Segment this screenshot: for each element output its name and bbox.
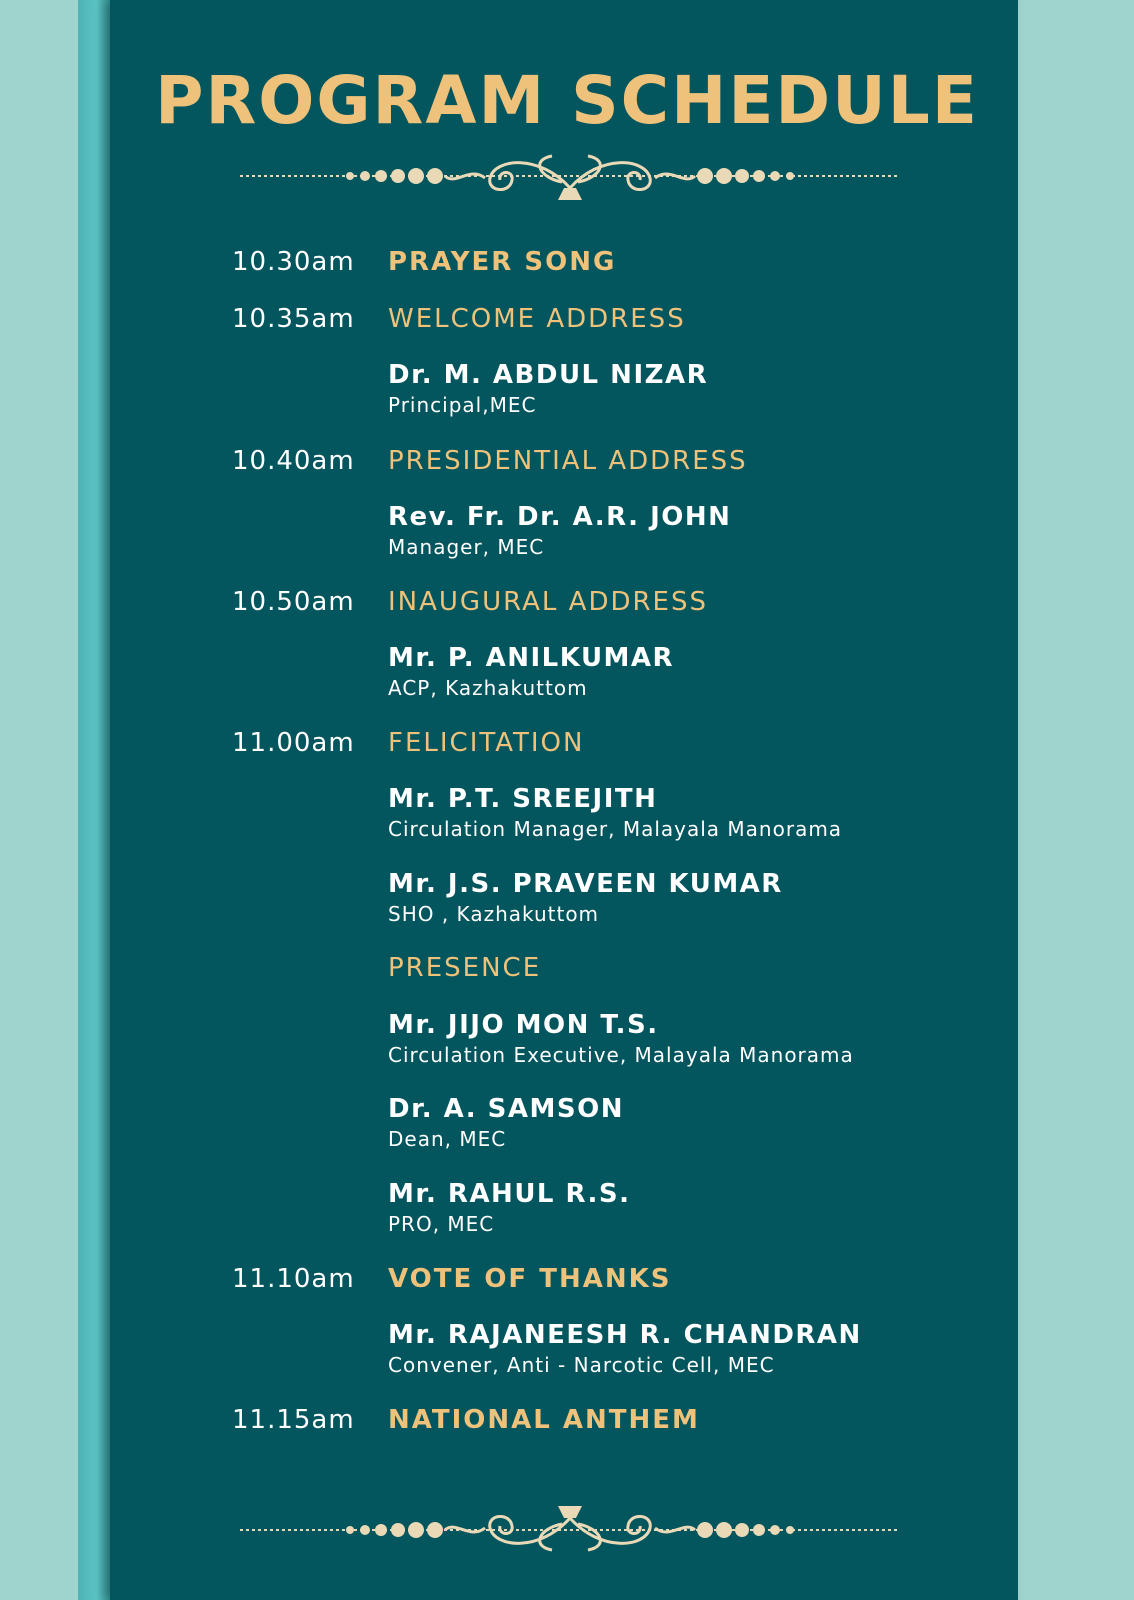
speaker-name: Mr. J.S. PRAVEEN KUMAR: [388, 869, 783, 899]
time-label: 11.15am: [232, 1405, 355, 1435]
speaker-name: Dr. A. SAMSON: [388, 1094, 624, 1124]
event-title: NATIONAL ANTHEM: [388, 1405, 700, 1435]
time-label: 11.10am: [232, 1264, 355, 1294]
speaker-name: Mr. RAHUL R.S.: [388, 1179, 631, 1209]
event-title: VOTE OF THANKS: [388, 1264, 672, 1294]
event-title: INAUGURAL ADDRESS: [388, 587, 708, 617]
page-title: PROGRAM SCHEDULE: [155, 62, 979, 139]
speaker-role: Circulation Executive, Malayala Manorama: [388, 1043, 854, 1067]
event-title: PRAYER SONG: [388, 247, 617, 277]
speaker-name: Mr. P. ANILKUMAR: [388, 643, 675, 673]
time-label: 10.35am: [232, 304, 355, 334]
event-title: WELCOME ADDRESS: [388, 304, 686, 334]
speaker-name: Dr. M. ABDUL NIZAR: [388, 360, 709, 390]
panel-spine: [78, 0, 112, 1600]
ornament-divider-top-icon: [240, 148, 900, 208]
speaker-name: Mr. P.T. SREEJITH: [388, 784, 658, 814]
time-label: 10.50am: [232, 587, 355, 617]
time-label: 10.30am: [232, 247, 355, 277]
speaker-role: Manager, MEC: [388, 535, 545, 559]
time-label: 10.40am: [232, 446, 355, 476]
speaker-role: Circulation Manager, Malayala Manorama: [388, 817, 843, 841]
speaker-name: Mr. JIJO MON T.S.: [388, 1010, 659, 1040]
speaker-role: Convener, Anti - Narcotic Cell, MEC: [388, 1353, 775, 1377]
speaker-name: Rev. Fr. Dr. A.R. JOHN: [388, 502, 732, 532]
time-label: 11.00am: [232, 728, 355, 758]
event-title: PRESIDENTIAL ADDRESS: [388, 446, 748, 476]
speaker-role: Principal,MEC: [388, 393, 537, 417]
speaker-role: SHO , Kazhakuttom: [388, 902, 600, 926]
event-title: PRESENCE: [388, 953, 542, 983]
event-title: FELICITATION: [388, 728, 585, 758]
speaker-role: ACP, Kazhakuttom: [388, 676, 588, 700]
speaker-role: Dean, MEC: [388, 1127, 507, 1151]
ornament-divider-bottom-icon: [240, 1498, 900, 1558]
speaker-name: Mr. RAJANEESH R. CHANDRAN: [388, 1320, 862, 1350]
speaker-role: PRO, MEC: [388, 1212, 495, 1236]
